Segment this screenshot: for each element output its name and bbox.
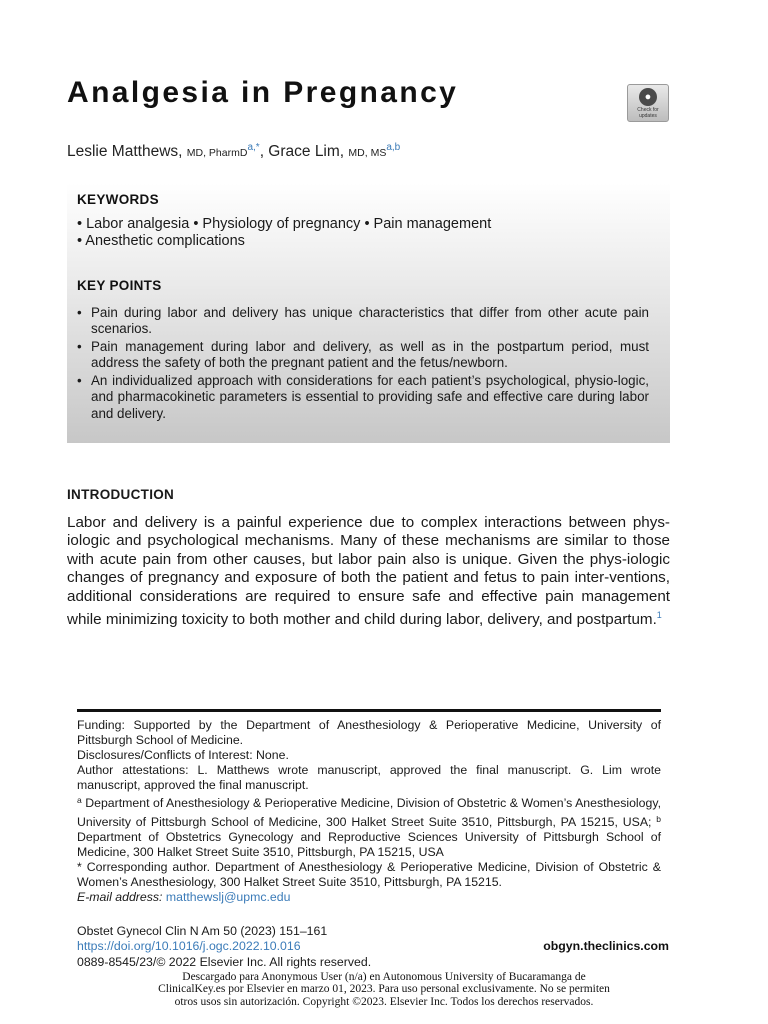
copyright-line: 0889-8545/23/© 2022 Elsevier Inc. All rights reserved. (77, 954, 372, 969)
bullet-icon: • (77, 339, 82, 355)
journal-info (77, 924, 371, 970)
footnotes (77, 718, 661, 905)
author-1-credentials: MD, PharmD (186, 147, 248, 159)
email-line: E-mail address: matthewslj@upmc.edu (77, 890, 291, 905)
keywords-heading: KEYWORDS (77, 192, 159, 207)
affiliations: $^a$ Department of Anesthesiology & Perioperative Medicine, Division of Obstetric & Women’s Anesthesiology, University of Pittsburgh School of Medicine, 300 Halket Street Suite 3510, Pittsburgh, PA 15215, USA; $^b$ Department of Obstetrics Gynecology and Reproductive Sciences University of Pittsburgh School of Medicine, 300 Halket Street Suite 3510, Pittsburgh, PA 15215, USA (77, 795, 661, 859)
check-for-updates-badge[interactable] (627, 84, 669, 122)
key-point-item: • Pain during labor and delivery has unique characteristics that differ from other acute pain scenarios. (77, 305, 649, 337)
introduction-paragraph: Labor and delivery is a painful experience due to complex interactions between phys-iologic and psychological mechanisms. Many of these mechanisms are similar to those with acute pain from other causes, but labor pain also is unique. Given the phys-iologic changes of pregnancy and exposure of both the patient and fetus to pain inter-ventions, additional considerations are required to ensure safe and effective pain management while minimizing toxicity to both mother and child during labor, delivery, and postpartum.$^1$ (67, 514, 670, 629)
footnote-divider (77, 709, 661, 712)
key-points-heading: KEY POINTS (77, 278, 162, 293)
disclosures-note: Disclosures/Conflicts of Interest: None. (77, 748, 289, 763)
author-1-name: Leslie Matthews, (67, 143, 183, 160)
crossmark-icon: ● (639, 88, 657, 106)
keywords-line-2: • Anesthetic complications (77, 233, 245, 249)
key-point-item: • Pain management during labor and delivery, as well as in the postpartum period, must address the safety of both the pregnant patient and the fetus/newborn. (77, 339, 649, 371)
reference-1-link[interactable]: 1 (656, 610, 662, 621)
author-1-affiliation-mark[interactable]: a,* (247, 142, 260, 153)
key-point-item: • An individualized approach with considerations for each patient’s psychological, physio-logic, and pharmacokinetic parameters is essential to providing safe and effective care during labor and delivery. (77, 373, 649, 421)
author-list (67, 142, 400, 161)
author-2-credentials: MD, MS (348, 147, 387, 159)
author-2-name: , Grace Lim, (259, 143, 345, 160)
bullet-icon: • (77, 305, 82, 320)
article-title: Analgesia in Pregnancy (67, 76, 459, 109)
bullet-icon: • (77, 373, 82, 389)
journal-citation: Obstet Gynecol Clin N Am 50 (2023) 151–161 (77, 924, 328, 938)
badge-line-1: Check for (637, 107, 659, 113)
corresponding-author: * Corresponding author. Department of Anesthesiology & Perioperative Medicine, Division of Obstetric & Women’s Anesthesiology, 300 Halket Street Suite 3510, Pittsburgh, PA 15215. (77, 859, 661, 889)
author-2-affiliation-mark[interactable]: a,b (386, 142, 401, 153)
introduction-heading: INTRODUCTION (67, 487, 175, 502)
keywords-line-1: • Labor analgesia • Physiology of pregnancy • Pain management (77, 216, 492, 232)
doi-link[interactable]: https://doi.org/10.1016/j.ogc.2022.10.016 (77, 939, 301, 954)
badge-line-2: updates (639, 112, 657, 119)
author-attestations: Author attestations: L. Matthews wrote manuscript, approved the final manuscript. G. Lim wrote manuscript, approved the final manuscript. (77, 763, 661, 793)
key-points-list (77, 305, 649, 424)
journal-site-link[interactable]: obgyn.theclinics.com (543, 939, 669, 953)
download-notice: Descargado para Anonymous User (n/a) en Autonomous University of Bucaramanga de ClinicalKey.es por Elsevier en marzo 01, 2023. Para uso personal exclusivamente. No se permiten otros usos sin autorización. Copyright ©2023. Elsevier Inc. Todos los derechos reservados. (158, 971, 610, 1008)
email-link[interactable]: matthewslj@upmc.edu (165, 890, 291, 905)
funding-note: Funding: Supported by the Department of Anesthesiology & Perioperative Medicine, University of Pittsburgh School of Medicine. (77, 718, 661, 748)
